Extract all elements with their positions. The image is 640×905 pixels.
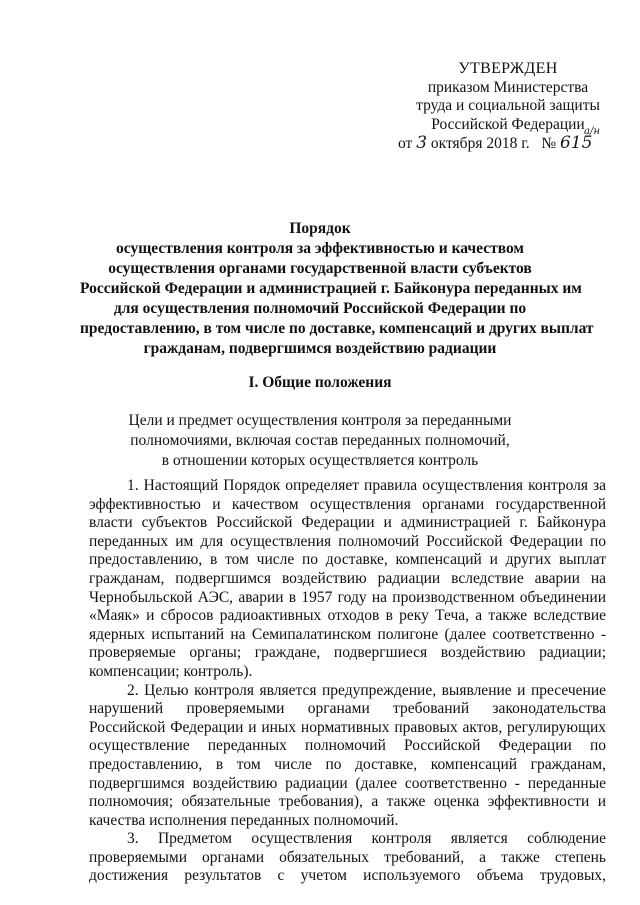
paragraph-line: ядерных испытаний на Семипалатинском полигоне (далее соответственно - — [89, 625, 606, 643]
handwritten-number: 615 а/н — [559, 126, 600, 153]
paragraph-line: проверяемые органы; граждане, подвергшиеся воздействию радиации; — [89, 644, 606, 662]
body-text — [89, 477, 606, 886]
title-line-7: гражданам, подвергшимся воздействию радиации — [143, 340, 497, 357]
subsection-heading — [80, 411, 560, 471]
paragraph-line: переданных им для осуществления полномочий Российской Федерации по — [89, 532, 606, 550]
paragraph-line: достижения результатов с учетом используемого объема трудовых, — [89, 867, 606, 885]
number-sign: № — [541, 135, 557, 152]
paragraph-line: предоставлению, в том числе по доставке, компенсаций и других выплат — [89, 551, 606, 569]
paragraph-line: полномочия; обязательные требования), а также оценка эффективности и — [89, 793, 606, 811]
section-heading: I. Общие положения — [248, 374, 392, 391]
paragraph-line: власти субъектов Российской Федерации и администрацией г. Байконура — [89, 514, 606, 532]
paragraph-line: предоставлению, в том числе по доставке, компенсаций гражданам, — [89, 755, 606, 773]
paragraph-line: компенсации; контроль). — [89, 662, 253, 680]
title-line-2: осуществления контроля за эффективностью и качеством — [116, 240, 524, 257]
title-line-5: для осуществления полномочий Российской Федерации по — [113, 300, 527, 317]
approval-date-line — [398, 126, 618, 154]
paragraph-p2 — [89, 682, 606, 831]
date-rest: октября 2018 г. — [430, 135, 530, 152]
approval-line-2: труда и социальной защиты — [416, 97, 600, 114]
handwritten-day: 3 — [416, 133, 428, 153]
paragraph-line: 3. Предметом осуществления контроля является соблюдение — [127, 830, 606, 848]
title-line-6: предоставлению, в том числе по доставке, компенсаций и других выплат — [80, 320, 594, 337]
subheading-line-3: в отношении которых осуществляется контроль — [161, 452, 479, 469]
approval-heading: УТВЕРЖДЕН — [458, 60, 558, 77]
paragraph-line: Российской Федерации и иных нормативных правовых актов, регулирующих — [89, 718, 606, 736]
paragraph-line: 1. Настоящий Порядок определяет правила осуществления контроля за — [127, 477, 606, 494]
date-prefix: от — [398, 135, 413, 152]
subheading-line-1: Цели и предмет осуществления контроля за переданными — [128, 412, 512, 429]
title-line-3: осуществления органами государственной власти субъектов — [108, 260, 532, 277]
paragraph-line: подвергшимся воздействию радиации (далее соответственно - переданные — [89, 774, 606, 792]
approval-line-1: приказом Министерства — [427, 78, 589, 96]
subheading-line-2: полномочиями, включая состав переданных полномочий, — [130, 432, 510, 449]
document-title — [80, 219, 594, 359]
paragraph-p1 — [89, 477, 606, 682]
paragraph-line: нарушений проверяемыми органами требований законодательства — [89, 700, 606, 718]
title-line-4: Российской Федерации и администрацией г. Байконура переданных им — [80, 280, 582, 297]
handwritten-number-suffix: а/н — [583, 126, 600, 137]
title-line-1: Порядок — [289, 220, 351, 237]
approval-stamp — [398, 60, 618, 154]
paragraph-line: 2. Целью контроля является предупреждение, выявление и пресечение — [127, 681, 606, 699]
paragraph-line: гражданам, подвергшимся воздействию радиации вследствие аварии на — [89, 569, 606, 587]
paragraph-line: Чернобыльской АЭС, аварии в 1957 году на производственном объединении — [89, 588, 606, 606]
paragraph-line: эффективностью и качеством осуществления органами государственной — [89, 495, 606, 513]
paragraph-line: качества исполнения переданных полномочий. — [89, 811, 399, 829]
paragraph-line: проверяемыми органами обязательных требований, а также степень — [89, 848, 606, 866]
approval-line-3: Российской Федерации — [431, 115, 585, 133]
paragraph-line: «Маяк» и сбросов радиоактивных отходов в реку Теча, а также вследствие — [89, 607, 606, 625]
paragraph-line: осуществление переданных полномочий Российской Федерации по — [89, 737, 606, 755]
paragraph-p3 — [89, 830, 606, 886]
